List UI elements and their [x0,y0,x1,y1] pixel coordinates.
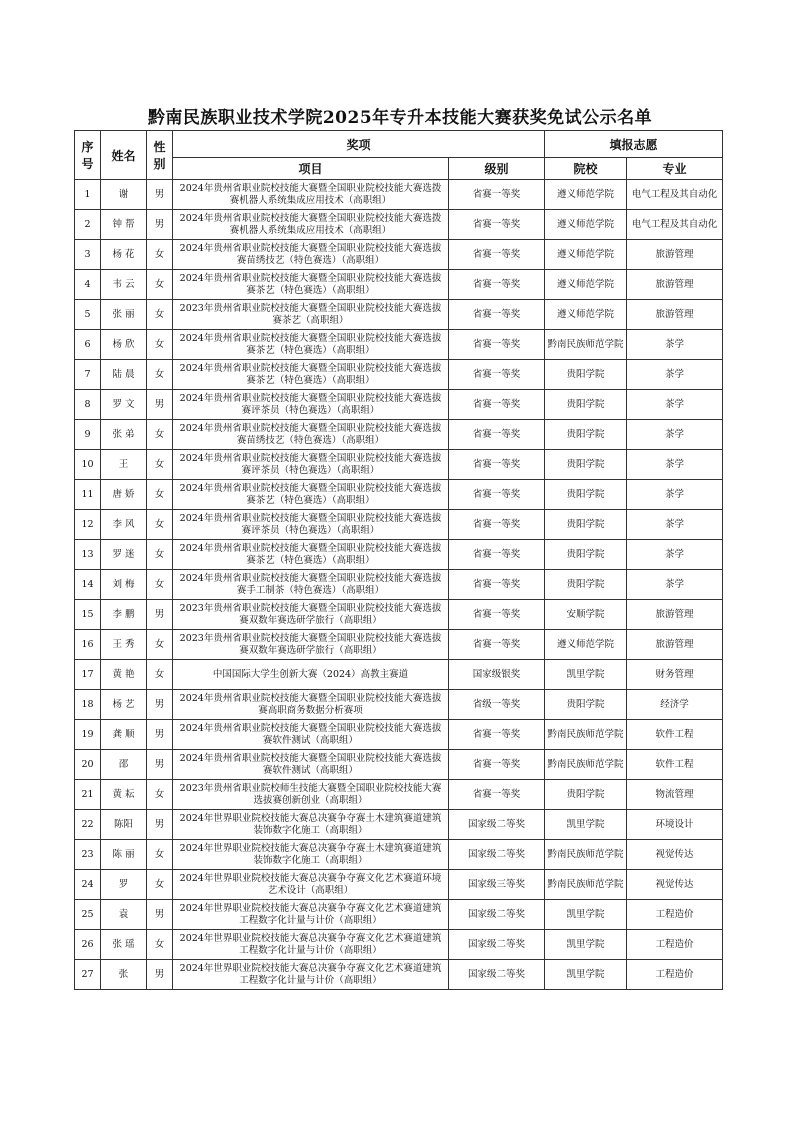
project-cell: 2024年世界职业院校技能大赛总决赛争夺赛文化艺术赛道环境艺术设计（高职组） [173,870,449,900]
level-cell: 省赛一等奖 [449,450,545,480]
table-row [75,330,723,360]
school-cell: 贵阳学院 [545,360,627,390]
name-cell: 罗 迷 [101,540,147,570]
gender-cell: 女 [147,480,173,510]
seq-cell: 6 [75,330,101,360]
major-cell: 软件工程 [627,750,723,780]
school-cell: 贵阳学院 [545,450,627,480]
table-row [75,690,723,720]
seq-cell: 27 [75,960,101,990]
gender-cell: 女 [147,330,173,360]
gender-cell: 男 [147,720,173,750]
table-row [75,450,723,480]
project-cell: 2024年世界职业院校技能大赛总决赛争夺赛土木建筑赛道建筑装饰数字化施工（高职组） [173,840,449,870]
major-cell: 茶学 [627,480,723,510]
gender-cell: 女 [147,450,173,480]
level-cell: 省赛一等奖 [449,300,545,330]
gender-cell: 女 [147,540,173,570]
major-cell: 茶学 [627,390,723,420]
level-cell: 国家级银奖 [449,660,545,690]
level-cell: 省赛一等奖 [449,570,545,600]
gender-cell: 女 [147,270,173,300]
school-cell: 黔南民族师范学院 [545,330,627,360]
seq-cell: 22 [75,810,101,840]
gender-cell: 男 [147,810,173,840]
major-cell: 环境设计 [627,810,723,840]
level-cell: 省赛一等奖 [449,780,545,810]
seq-cell: 18 [75,690,101,720]
table-row [75,480,723,510]
project-cell: 中国国际大学生创新大赛（2024）高教主赛道 [173,660,449,690]
seq-cell: 17 [75,660,101,690]
table-row [75,930,723,960]
gender-cell: 女 [147,420,173,450]
seq-cell: 11 [75,480,101,510]
level-cell: 省赛一等奖 [449,270,545,300]
seq-cell: 14 [75,570,101,600]
project-cell: 2024年贵州省职业院校技能大赛暨全国职业院校技能大赛选拔赛苗绣技艺（特色赛选）（高职组） [173,420,449,450]
table-row [75,840,723,870]
major-cell: 茶学 [627,420,723,450]
gender-cell: 男 [147,210,173,240]
level-cell: 省级一等奖 [449,690,545,720]
name-cell: 李 鹏 [101,600,147,630]
school-cell: 遵义师范学院 [545,180,627,210]
name-cell: 龚 顺 [101,720,147,750]
table-row [75,660,723,690]
level-cell: 国家级二等奖 [449,900,545,930]
major-cell: 视觉传达 [627,840,723,870]
level-cell: 省赛一等奖 [449,510,545,540]
header-major: 专业 [627,158,723,180]
name-cell: 王 [101,450,147,480]
level-cell: 省赛一等奖 [449,210,545,240]
gender-cell: 女 [147,630,173,660]
name-cell: 张 瑶 [101,930,147,960]
major-cell: 工程造价 [627,960,723,990]
project-cell: 2024年贵州省职业院校技能大赛暨全国职业院校技能大赛选拔赛评茶员（特色赛选）（高职组） [173,390,449,420]
school-cell: 凯里学院 [545,810,627,840]
name-cell: 杨 花 [101,240,147,270]
name-cell: 张 弟 [101,420,147,450]
seq-cell: 3 [75,240,101,270]
table-row [75,570,723,600]
level-cell: 国家级三等奖 [449,870,545,900]
name-cell: 黄 耘 [101,780,147,810]
project-cell: 2024年贵州省职业院校技能大赛暨全国职业院校技能大赛选拔赛软件测试（高职组） [173,750,449,780]
gender-cell: 男 [147,390,173,420]
project-cell: 2023年贵州省职业院校师生技能大赛暨全国职业院校技能大赛选拔赛创新创业（高职组） [173,780,449,810]
name-cell: 李 风 [101,510,147,540]
table-row [75,240,723,270]
name-cell: 王 秀 [101,630,147,660]
school-cell: 贵阳学院 [545,390,627,420]
project-cell: 2024年贵州省职业院校技能大赛暨全国职业院校技能大赛选拨赛机器人系统集成应用技术（高职组） [173,210,449,240]
school-cell: 黔南民族师范学院 [545,720,627,750]
seq-cell: 24 [75,870,101,900]
level-cell: 省赛一等奖 [449,540,545,570]
project-cell: 2024年贵州省职业院校技能大赛暨全国职业院校技能大赛选拔赛评茶员（特色赛选）（高职组） [173,450,449,480]
level-cell: 省赛一等奖 [449,180,545,210]
project-cell: 2023年贵州省职业院校技能大赛暨全国职业院校技能大赛选拔赛双数年赛选研学旅行（高职组） [173,630,449,660]
project-cell: 2024年贵州省职业院校技能大赛暨全国职业院校技能大赛选拔赛茶艺（特色赛选）（高职组） [173,540,449,570]
school-cell: 凯里学院 [545,930,627,960]
major-cell: 物流管理 [627,780,723,810]
gender-cell: 女 [147,930,173,960]
school-cell: 黔南民族师范学院 [545,870,627,900]
project-cell: 2024年世界职业院校技能大赛总决赛争夺赛文化艺术赛道建筑工程数字化计量与计价（高职组） [173,900,449,930]
project-cell: 2024年贵州省职业院校技能大赛暨全国职业院校技能大赛选拔赛茶艺（特色赛选）（高职组） [173,360,449,390]
seq-cell: 13 [75,540,101,570]
table-row [75,270,723,300]
name-cell: 杨 欣 [101,330,147,360]
level-cell: 省赛一等奖 [449,600,545,630]
seq-cell: 1 [75,180,101,210]
project-cell: 2024年贵州省职业院校技能大赛暨全国职业院校技能大赛选拔赛评茶员（特色赛选）（高职组） [173,510,449,540]
table-row [75,510,723,540]
awards-table [74,130,723,990]
gender-cell: 男 [147,900,173,930]
gender-cell: 女 [147,240,173,270]
header-gender: 性别 [147,131,173,180]
seq-cell: 21 [75,780,101,810]
name-cell: 陆 晨 [101,360,147,390]
project-cell: 2023年贵州省职业院校技能大赛暨全国职业院校技能大赛选拔赛茶艺（高职组） [173,300,449,330]
gender-cell: 男 [147,960,173,990]
school-cell: 贵阳学院 [545,570,627,600]
school-cell: 黔南民族师范学院 [545,750,627,780]
level-cell: 省赛一等奖 [449,360,545,390]
header-award-level: 级别 [449,158,545,180]
table-row [75,390,723,420]
major-cell: 电气工程及其自动化 [627,210,723,240]
name-cell: 张 [101,960,147,990]
seq-cell: 26 [75,930,101,960]
level-cell: 省赛一等奖 [449,390,545,420]
school-cell: 遵义师范学院 [545,270,627,300]
table-row [75,300,723,330]
seq-cell: 12 [75,510,101,540]
school-cell: 凯里学院 [545,960,627,990]
level-cell: 省赛一等奖 [449,750,545,780]
gender-cell: 女 [147,510,173,540]
header-school: 院校 [545,158,627,180]
seq-cell: 4 [75,270,101,300]
seq-cell: 10 [75,450,101,480]
gender-cell: 男 [147,600,173,630]
project-cell: 2024年世界职业院校技能大赛总决赛争夺赛文化艺术赛道建筑工程数字化计量与计价（高职组） [173,960,449,990]
gender-cell: 女 [147,300,173,330]
table-row [75,780,723,810]
seq-cell: 16 [75,630,101,660]
table-row [75,750,723,780]
table-row [75,210,723,240]
major-cell: 旅游管理 [627,600,723,630]
level-cell: 国家级二等奖 [449,810,545,840]
major-cell: 旅游管理 [627,240,723,270]
name-cell: 罗 [101,870,147,900]
school-cell: 遵义师范学院 [545,300,627,330]
school-cell: 遵义师范学院 [545,210,627,240]
major-cell: 茶学 [627,360,723,390]
gender-cell: 女 [147,660,173,690]
major-cell: 软件工程 [627,720,723,750]
project-cell: 2024年贵州省职业院校技能大赛暨全国职业院校技能大赛选拨赛机器人系统集成应用技术（高职组） [173,180,449,210]
school-cell: 贵阳学院 [545,780,627,810]
name-cell: 杨 艺 [101,690,147,720]
table-row [75,810,723,840]
name-cell: 陈 丽 [101,840,147,870]
project-cell: 2024年贵州省职业院校技能大赛暨全国职业院校技能大赛选拔赛高职商务数据分析赛项 [173,690,449,720]
level-cell: 省赛一等奖 [449,720,545,750]
level-cell: 省赛一等奖 [449,630,545,660]
school-cell: 贵阳学院 [545,690,627,720]
project-cell: 2024年贵州省职业院校技能大赛暨全国职业院校技能大赛选拔赛苗绣技艺（特色赛选）（高职组） [173,240,449,270]
header-award: 奖项 [173,131,545,158]
seq-cell: 8 [75,390,101,420]
school-cell: 凯里学院 [545,660,627,690]
table-row [75,540,723,570]
school-cell: 贵阳学院 [545,480,627,510]
major-cell: 视觉传达 [627,870,723,900]
major-cell: 茶学 [627,510,723,540]
project-cell: 2024年世界职业院校技能大赛总决赛争夺赛文化艺术赛道建筑工程数字化计量与计价（高职组） [173,930,449,960]
project-cell: 2024年贵州省职业院校技能大赛暨全国职业院校技能大赛选拔赛茶艺（特色赛选）（高职组） [173,330,449,360]
name-cell: 唐 娇 [101,480,147,510]
header-choice: 填报志愿 [545,131,723,158]
school-cell: 黔南民族师范学院 [545,840,627,870]
major-cell: 经济学 [627,690,723,720]
school-cell: 贵阳学院 [545,510,627,540]
project-cell: 2024年贵州省职业院校技能大赛暨全国职业院校技能大赛选拔赛软件测试（高职组） [173,720,449,750]
gender-cell: 女 [147,840,173,870]
seq-cell: 9 [75,420,101,450]
project-cell: 2024年贵州省职业院校技能大赛暨全国职业院校技能大赛选拔赛茶艺（特色赛选）（高职组） [173,270,449,300]
table-row [75,360,723,390]
gender-cell: 男 [147,180,173,210]
name-cell: 罗 文 [101,390,147,420]
name-cell: 黄 艳 [101,660,147,690]
major-cell: 旅游管理 [627,630,723,660]
document-title: 黔南民族职业技术学院2025年专升本技能大赛获奖免试公示名单 [147,108,653,128]
gender-cell: 男 [147,690,173,720]
header-seq: 序号 [75,131,101,180]
seq-cell: 2 [75,210,101,240]
level-cell: 省赛一等奖 [449,240,545,270]
table-row [75,180,723,210]
seq-cell: 19 [75,720,101,750]
level-cell: 国家级二等奖 [449,960,545,990]
seq-cell: 20 [75,750,101,780]
major-cell: 茶学 [627,450,723,480]
table-row [75,960,723,990]
name-cell: 钟 帮 [101,210,147,240]
gender-cell: 女 [147,780,173,810]
school-cell: 凯里学院 [545,900,627,930]
major-cell: 茶学 [627,540,723,570]
table-row [75,420,723,450]
school-cell: 遵义师范学院 [545,240,627,270]
school-cell: 遵义师范学院 [545,630,627,660]
level-cell: 国家级二等奖 [449,930,545,960]
header-name: 姓名 [101,131,147,180]
level-cell: 省赛一等奖 [449,420,545,450]
name-cell: 陈阳 [101,810,147,840]
name-cell: 袁 [101,900,147,930]
major-cell: 工程造价 [627,930,723,960]
school-cell: 安顺学院 [545,600,627,630]
project-cell: 2023年贵州省职业院校技能大赛暨全国职业院校技能大赛选拔赛双数年赛选研学旅行（高职组） [173,600,449,630]
name-cell: 邵 [101,750,147,780]
major-cell: 财务管理 [627,660,723,690]
major-cell: 旅游管理 [627,270,723,300]
level-cell: 省赛一等奖 [449,330,545,360]
gender-cell: 女 [147,570,173,600]
gender-cell: 女 [147,870,173,900]
table-row [75,900,723,930]
header-award-project: 项目 [173,158,449,180]
name-cell: 张 丽 [101,300,147,330]
name-cell: 谢 [101,180,147,210]
seq-cell: 7 [75,360,101,390]
major-cell: 茶学 [627,570,723,600]
major-cell: 旅游管理 [627,300,723,330]
level-cell: 国家级二等奖 [449,840,545,870]
table-body [75,180,723,990]
name-cell: 刘 梅 [101,570,147,600]
seq-cell: 15 [75,600,101,630]
seq-cell: 25 [75,900,101,930]
school-cell: 贵阳学院 [545,420,627,450]
major-cell: 工程造价 [627,900,723,930]
project-cell: 2024年贵州省职业院校技能大赛暨全国职业院校技能大赛选拔赛茶艺（特色赛选）（高职组） [173,480,449,510]
seq-cell: 23 [75,840,101,870]
project-cell: 2024年贵州省职业院校技能大赛暨全国职业院校技能大赛选拔赛手工制茶（特色赛选）（高职组） [173,570,449,600]
major-cell: 茶学 [627,330,723,360]
table-row [75,720,723,750]
level-cell: 省赛一等奖 [449,480,545,510]
name-cell: 韦 云 [101,270,147,300]
seq-cell: 5 [75,300,101,330]
project-cell: 2024年世界职业院校技能大赛总决赛争夺赛土木建筑赛道建筑装饰数字化施工（高职组） [173,810,449,840]
gender-cell: 男 [147,750,173,780]
table-row [75,630,723,660]
school-cell: 贵阳学院 [545,540,627,570]
table-row [75,600,723,630]
major-cell: 电气工程及其自动化 [627,180,723,210]
table-row [75,870,723,900]
gender-cell: 女 [147,360,173,390]
